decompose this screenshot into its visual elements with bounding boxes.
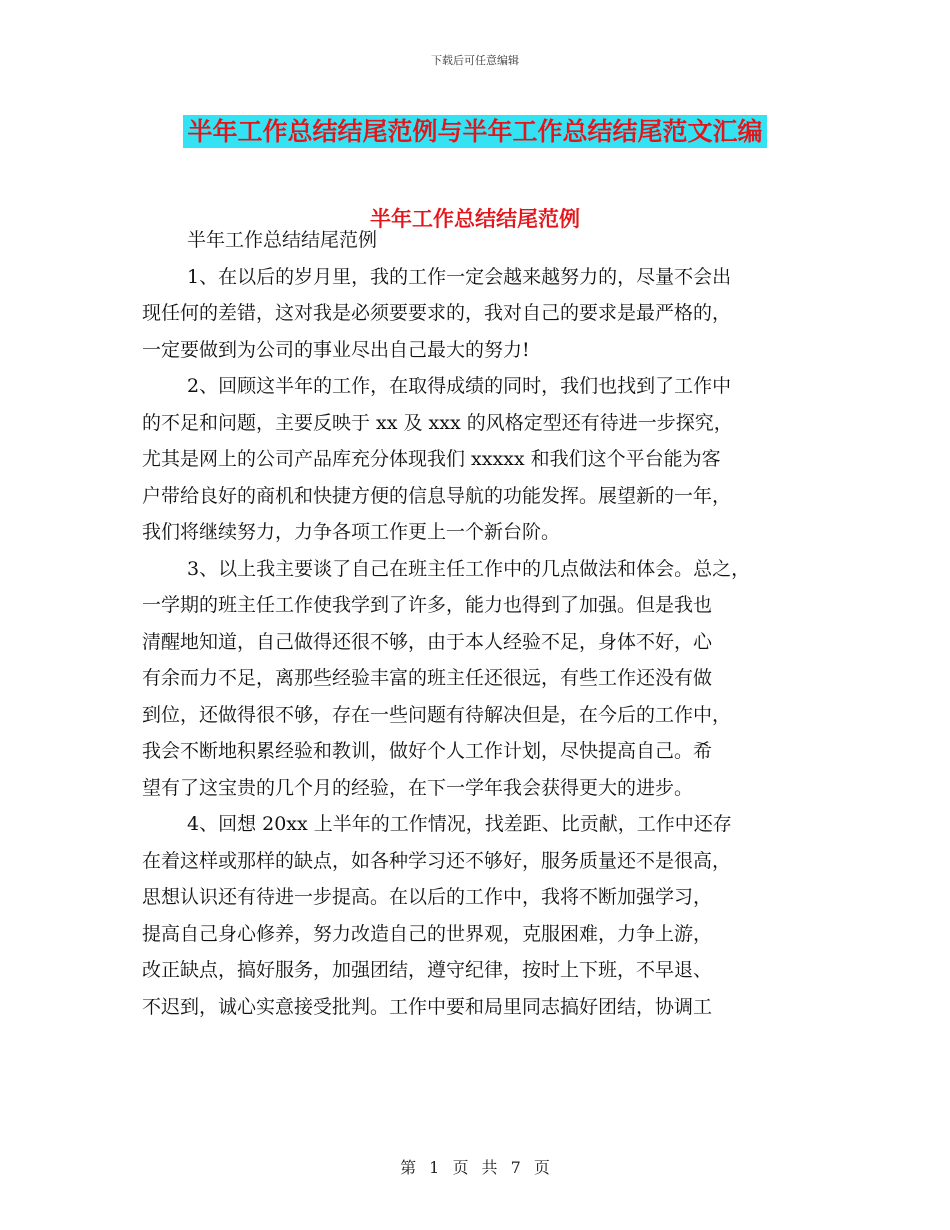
document-body — [142, 222, 832, 1025]
paragraph-line: 半年工作总结结尾范例 — [187, 229, 378, 251]
paragraph-line: 1、在以后的岁月里，我的工作一定会越来越努力的，尽量不会出 — [187, 265, 732, 288]
paragraph-line: 在着这样或那样的缺点，如各种学习还不够好，服务质量还不是很高， — [142, 849, 732, 872]
paragraph-line: 4、回想 20xx 上半年的工作情况，找差距、比贡献，工作中还存 — [187, 813, 732, 835]
paragraph-line: 现任何的差错，这对我是必须要要求的，我对自己的要求是最严格的， — [142, 302, 732, 324]
paragraph-line: 提高自己身心修养，努力改造自己的世界观，克服困难，力争上游， — [142, 922, 713, 945]
sub-title: 半年工作总结结尾范例 — [370, 207, 580, 231]
main-title — [0, 112, 950, 148]
paragraph-line: 一学期的班主任工作使我学到了许多，能力也得到了加强。但是我也 — [142, 594, 713, 616]
paragraph-line: 有余而力不足，离那些经验丰富的班主任还很远，有些工作还没有做 — [142, 667, 713, 689]
paragraph-line: 思想认识还有待进一步提高。在以后的工作中，我将不断加强学习， — [142, 886, 713, 908]
paragraph-line: 我们将继续努力，力争各项工作更上一个新台阶。 — [142, 521, 561, 543]
page-footer: 第 1 页 共 7 页 — [400, 1158, 550, 1177]
paragraph-line: 不迟到，诚心实意接受批判。工作中要和局里同志搞好团结，协调工 — [142, 995, 713, 1018]
paragraph-line: 改正缺点，搞好服务，加强团结，遵守纪律，按时上下班，不早退、 — [142, 959, 713, 981]
paragraph-line: 一定要做到为公司的事业尽出自己最大的努力! — [142, 338, 530, 361]
main-title-text: 半年工作总结结尾范例与半年工作总结结尾范文汇编 — [183, 115, 766, 148]
paragraph-line: 户带给良好的商机和快捷方便的信息导航的功能发挥。展望新的一年， — [142, 484, 732, 507]
paragraph-line: 的不足和问题，主要反映于 xx 及 xxx 的风格定型还有待进一步探究， — [142, 411, 733, 434]
paragraph-line: 到位，还做得很不够，存在一些问题有待解决但是，在今后的工作中， — [142, 703, 732, 726]
paragraph-line: 3、以上我主要谈了自己在班主任工作中的几点做法和体会。总之， — [187, 557, 751, 580]
paragraph-line: 尤其是网上的公司产品库充分体现我们 xxxxx 和我们这个平台能为客 — [142, 448, 721, 470]
paragraph-line: 我会不断地积累经验和教训，做好个人工作计划，尽快提高自己。希 — [142, 740, 713, 762]
paragraph-line: 清醒地知道，自己做得还很不够，由于本人经验不足，身体不好，心 — [142, 630, 713, 653]
header-note: 下载后可任意编辑 — [431, 54, 519, 67]
paragraph-line: 2、回顾这半年的工作，在取得成绩的同时，我们也找到了工作中 — [187, 375, 732, 397]
paragraph-line: 望有了这宝贵的几个月的经验，在下一学年我会获得更大的进步。 — [142, 776, 694, 799]
